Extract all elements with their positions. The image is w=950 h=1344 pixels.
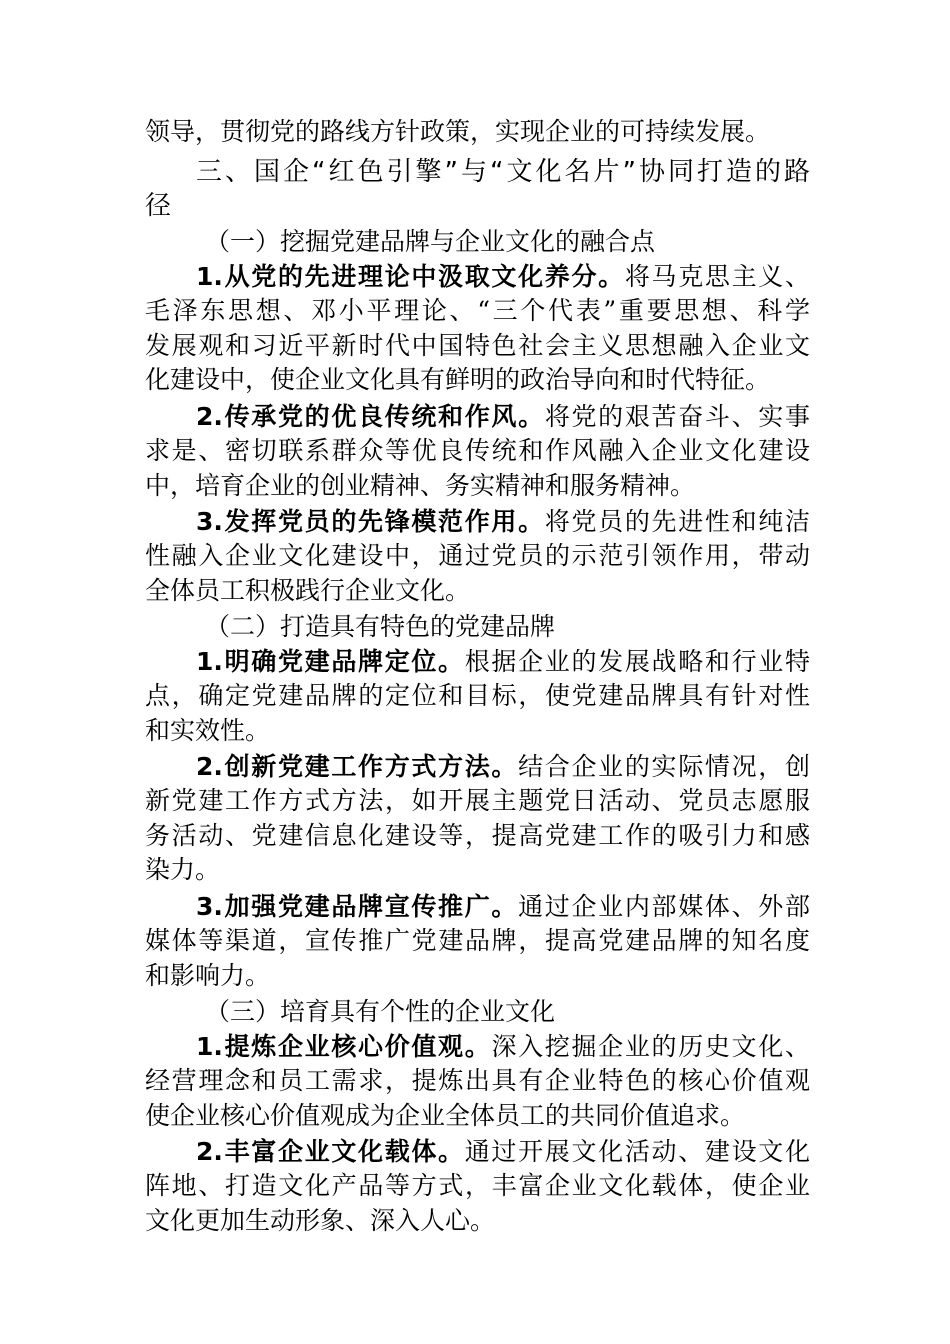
paragraph-text: 根据企业的发展战略和行业特	[464, 647, 810, 676]
paragraph-line: 和影响力。	[145, 961, 271, 990]
paragraph-text: 将党的艰苦奋斗、实事	[544, 402, 810, 431]
paragraph-line	[196, 1136, 810, 1170]
paragraph-lead: 2.传承党的优良传统和作风。	[196, 402, 545, 431]
paragraph-lead: 1.提炼企业核心价值观。	[196, 1032, 492, 1061]
paragraph-line	[196, 891, 810, 925]
paragraph-text: 通过开展文化活动、建设文化	[464, 1137, 810, 1166]
paragraph-line: 领导，贯彻党的路线方针政策，实现企业的可持续发展。	[145, 117, 771, 146]
paragraph-text: 结合企业的实际情况，创	[518, 752, 810, 781]
subsection-heading: （一）挖掘党建品牌与企业文化的融合点	[205, 227, 656, 256]
paragraph-line: 媒体等渠道，宣传推广党建品牌，提高党建品牌的知名度	[145, 926, 810, 955]
paragraph-line: 和实效性。	[145, 716, 271, 745]
paragraph-text: 将马克思主义、	[624, 262, 810, 291]
paragraph-text: 通过企业内部媒体、外部	[518, 892, 810, 921]
subsection-heading: （二）打造具有特色的党建品牌	[205, 612, 556, 641]
paragraph-lead: 2.创新党建工作方式方法。	[196, 752, 519, 781]
paragraph-line: 文化更加生动形象、深入人心。	[145, 1206, 496, 1235]
paragraph-line: 使企业核心价值观成为企业全体员工的共同价值追求。	[145, 1101, 746, 1130]
paragraph-line	[196, 506, 810, 540]
paragraph-line: 染力。	[145, 855, 221, 884]
paragraph-lead: 3.发挥党员的先锋模范作用。	[196, 507, 545, 536]
paragraph-lead: 1.明确党建品牌定位。	[196, 647, 465, 676]
paragraph-line: 务活动、党建信息化建设等，提高党建工作的吸引力和感	[145, 821, 810, 850]
section-heading-line: 三、国企“红色引擎”与“文化名片”协同打造的路	[196, 157, 810, 187]
paragraph-lead: 1.从党的先进理论中汲取文化养分。	[196, 262, 625, 291]
paragraph-text: 将党员的先进性和纯洁	[544, 507, 810, 536]
paragraph-line: 阵地、打造文化产品等方式，丰富企业文化载体，使企业	[145, 1171, 810, 1200]
paragraph-line: 化建设中，使企业文化具有鲜明的政治导向和时代特征。	[145, 365, 771, 394]
paragraph-line	[196, 751, 810, 785]
paragraph-line: 点，确定党建品牌的定位和目标，使党建品牌具有针对性	[145, 681, 810, 710]
paragraph-line: 全体员工积极践行企业文化。	[145, 576, 471, 605]
paragraph-lead: 3.加强党建品牌宣传推广。	[196, 892, 519, 921]
paragraph-line: 经营理念和员工需求，提炼出具有企业特色的核心价值观	[145, 1066, 810, 1095]
paragraph-line: 毛泽东思想、邓小平理论、“三个代表”重要思想、科学	[145, 296, 810, 325]
paragraph-line	[196, 646, 810, 680]
paragraph-lead: 2.丰富企业文化载体。	[196, 1137, 465, 1166]
paragraph-line: 性融入企业文化建设中，通过党员的示范引领作用，带动	[145, 541, 810, 570]
paragraph-line	[196, 1031, 810, 1065]
paragraph-line	[196, 401, 810, 435]
subsection-heading: （三）培育具有个性的企业文化	[205, 997, 556, 1026]
paragraph-line: 新党建工作方式方法，如开展主题党日活动、党员志愿服	[145, 786, 810, 815]
section-heading-line: 径	[145, 191, 172, 221]
paragraph-line: 求是、密切联系群众等优良传统和作风融入企业文化建设	[145, 436, 810, 465]
paragraph-line: 中，培育企业的创业精神、务实精神和服务精神。	[145, 471, 696, 500]
paragraph-text: 深入挖掘企业的历史文化、	[491, 1032, 810, 1061]
paragraph-line	[196, 261, 810, 295]
paragraph-line: 发展观和习近平新时代中国特色社会主义思想融入企业文	[145, 331, 810, 360]
